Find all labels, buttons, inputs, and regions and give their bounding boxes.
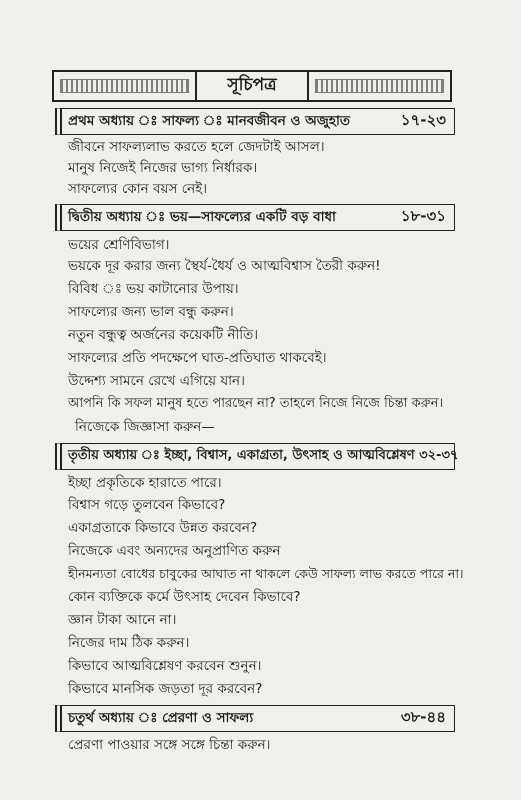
toc-entry: একাগ্রতাকে কিভাবে উন্নত করবেন? [68,520,258,536]
chapter-1-header [55,108,455,135]
toc-entry: ভয়কে দূর করার জন্য স্থৈর্য-ধৈর্য ও আত্মবিশ্বাস তৈরী করুন! [68,258,381,274]
toc-entry: কিভাবে আত্মবিশ্লেষণ করবেন শুনুন। [68,658,262,674]
chapter-2-header [55,204,455,231]
toc-entry: সাফল্যের জন্য ভাল বন্ধু করুন। [68,304,234,320]
chapter-3-heading: তৃতীয় অধ্যায় ঃ ইচ্ছা, বিশ্বাস, একাগ্রতা, উৎসাহ ও আত্মবিশ্লেষণ ৩২-৩৭ [68,448,459,463]
toc-entry: হীনমন্যতা বোধের চাবুকের আঘাত না থাকলে কেউ সাফল্য লাভ করতে পারে না। [68,566,464,581]
chapter-4-header [55,705,455,732]
toc-entry: সাফল্যের কোন বয়স নেই। [68,181,208,197]
toc-entry: আপনি কি সফল মানুষ হতে পারছেন না? তাহলে নিজে নিজে চিন্তা করুন। [68,396,444,411]
toc-entry: নিজেকে জিজ্ঞাসা করুন— [75,419,215,435]
toc-entry: নতুন বন্ধুত্ব অর্জনের কয়েকটি নীতি। [68,327,259,343]
toc-entry: ভয়ের শ্রেণিবিভাগ। [68,237,170,253]
chapter-1-heading: প্রথম অধ্যায় ঃ সাফল্য ঃ মানবজীবন ও অজুহাত [68,113,351,129]
chapter-4-heading: চতুর্থ অধ্যায় ঃ প্রেরণা ও সাফল্য [68,710,254,726]
page-title: সূচিপত্র [195,72,309,100]
toc-entry: প্রেরণা পাওয়ার সঙ্গে সঙ্গে চিন্তা করুন। [68,737,271,753]
toc-entry: জীবনে সাফল্যলাভ করতে হলে জেদটাই আসল। [68,139,325,155]
toc-entry: বিশ্বাস গড়ে তুলবেন কিভাবে? [68,497,226,513]
left-ornament [54,72,195,100]
chapter-4-pages: ৩৮-৪৪ [400,708,446,726]
toc-entry: উদ্দেশ্য সামনে রেখে এগিয়ে যান। [68,373,245,389]
toc-entry: মানুষ নিজেই নিজের ভাগ্য নির্ধারক। [68,160,258,176]
chapter-2-heading: দ্বিতীয় অধ্যায় ঃ ভয়—সাফল্যের একটি বড় বাধা [68,209,336,225]
toc-entry: নিজের দাম ঠিক করুন। [68,635,190,651]
toc-entry: বিবিধ ঃ ভয় কাটানোর উপায়। [68,281,239,297]
toc-entry: ইচ্ছা প্রকৃতিকে হারাতে পারে। [68,475,222,491]
toc-entry: কোন ব্যক্তিকে কর্মে উৎসাহ দেবেন কিভাবে? [68,589,301,605]
toc-entry: জ্ঞান টাকা আনে না। [68,612,177,628]
toc-title-bar [52,70,452,102]
toc-entry: নিজেকে এবং অন্যদের অনুপ্রাণিত করুন [68,543,281,559]
toc-entry: সাফল্যের প্রতি পদক্ষেপে ঘাত-প্রতিঘাত থাকবেই। [68,350,327,366]
toc-entry: কিভাবে মানসিক জড়তা দূর করবেন? [68,681,263,697]
right-ornament [309,72,450,100]
chapter-3-header [55,443,459,470]
chapter-1-pages: ১৭-২৩ [400,111,446,129]
chapter-2-pages: ১৮-৩১ [400,207,446,225]
